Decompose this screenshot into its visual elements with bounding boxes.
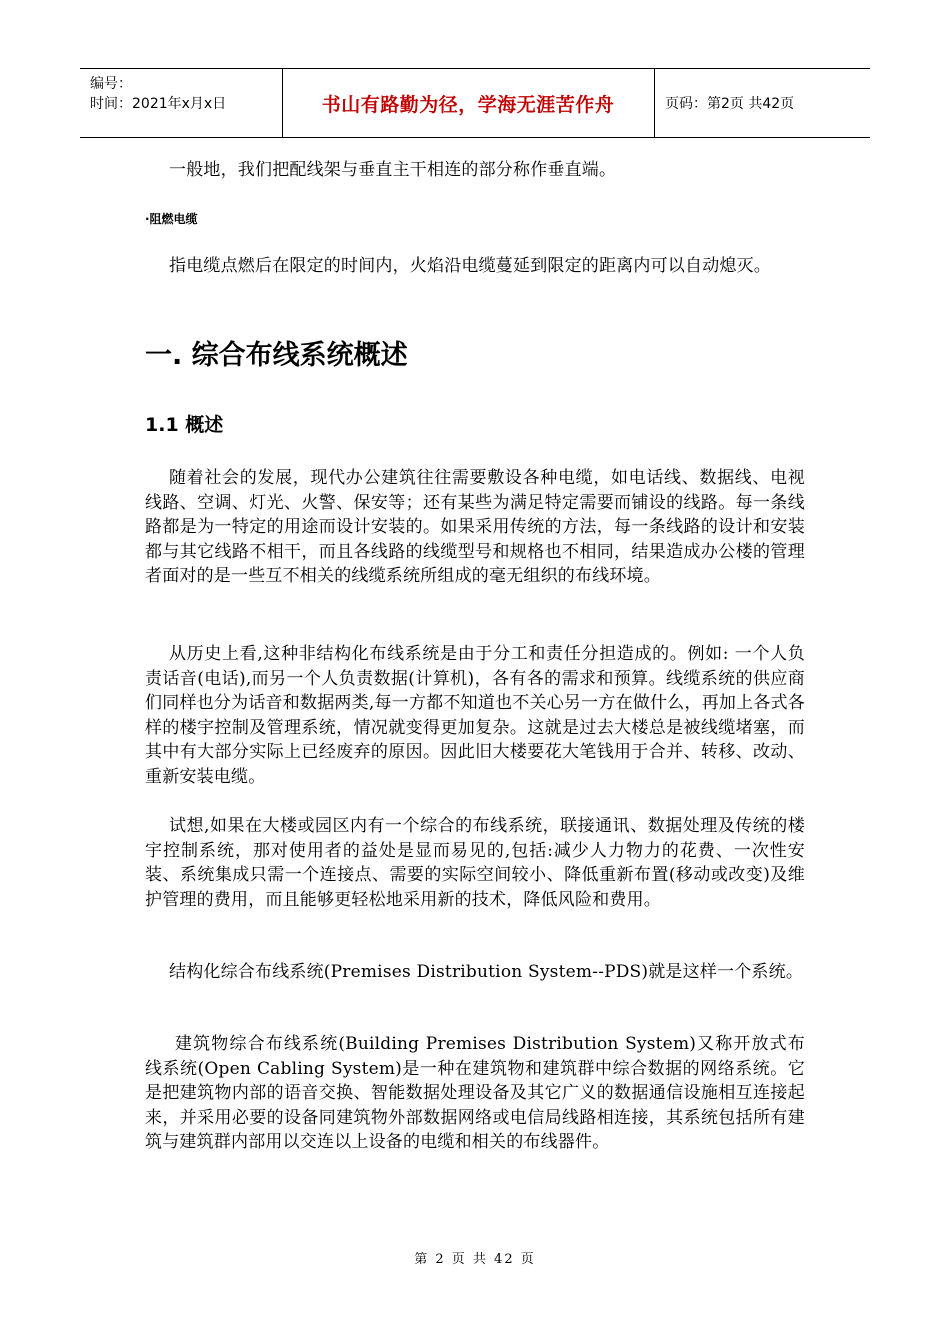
heading-chapter-1: 一. 综合布线系统概述	[145, 340, 408, 371]
page-footer: 第 2 页 共 42 页	[414, 1252, 536, 1267]
header-motto: 书山有路勤为径，学海无涯苦作舟	[282, 69, 655, 137]
paragraph-history: 从历史上看,这种非结构化布线系统是由于分工和责任分担造成的。例如: 一个人负责话音(电话),而另一个人负责数据(计算机)，各有各的需求和预算。线缆系统的供应商们同样也分为话音和数据两类,每一方都不知道也不关心另一方在做什么，再加上各式各样的楼宇控制及管理系统，情况就变得更加复杂。这就是过去大楼总是被线缆堵塞，而其中有大部分实际上已经废弃的原因。因此旧大楼要花大笔钱用于合并、转移、改动、重新安装电缆。	[145, 644, 805, 787]
doc-number-label: 编号：	[90, 76, 132, 92]
paragraph-overview-1: 随着社会的发展，现代办公建筑往往需要敷设各种电缆，如电话线、数据线、电视线路、空调、灯光、火警、保安等；还有某些为满足特定需要而铺设的线路。每一条线路都是为一特定的用途而设计安装的。如果采用传统的方法，每一条线路的设计和安装都与其它线路不相干，而且各线路的线缆型号和规格也不相同，结果造成办公楼的管理者面对的是一些互不相关的线缆系统所组成的毫无组织的布线环境。	[145, 468, 805, 586]
paragraph-building-pds: 建筑物综合布线系统(Building Premises Distribution System)又称开放式布线系统(Open Cabling System)是一种在建筑物和建筑群中综合数据的网络系统。它是把建筑物内部的语音交换、智能数据处理设备及其它广义的数据通信设施相互连接起来，并采用必要的设备同建筑物外部数据网络或电信局线路相连接，其系统包括所有建筑与建筑群内部用以交连以上设备的电缆和相关的布线器件。	[145, 1034, 805, 1152]
paragraph-pds: 结构化综合布线系统(Premises Distribution System--PDS)就是这样一个系统。	[169, 962, 804, 982]
paragraph-flame-definition: 指电缆点燃后在限定的时间内，火焰沿电缆蔓延到限定的距离内可以自动熄灭。	[169, 256, 771, 276]
header-left-cell	[80, 69, 283, 137]
header-page-info: 页码：第2页 共42页	[665, 96, 795, 112]
date-label: 时间：2021年x月x日	[90, 96, 227, 112]
paragraph-vertical-end: 一般地，我们把配线架与垂直主干相连的部分称作垂直端。	[169, 160, 617, 180]
bullet-flame-retardant-cable: ·阻燃电缆	[145, 212, 198, 226]
heading-section-1-1: 1.1 概述	[145, 414, 224, 436]
paragraph-benefits: 试想,如果在大楼或园区内有一个综合的布线系统，联接通讯、数据处理及传统的楼宇控制系统，那对使用者的益处是显而易见的,包括:减少人力物力的花费、一次性安装、系统集成只需一个连接点、需要的实际空间较小、降低重新布置(移动或改变)及维护管理的费用，而且能够更轻松地采用新的技术，降低风险和费用。	[145, 816, 805, 910]
page-header	[80, 68, 870, 138]
